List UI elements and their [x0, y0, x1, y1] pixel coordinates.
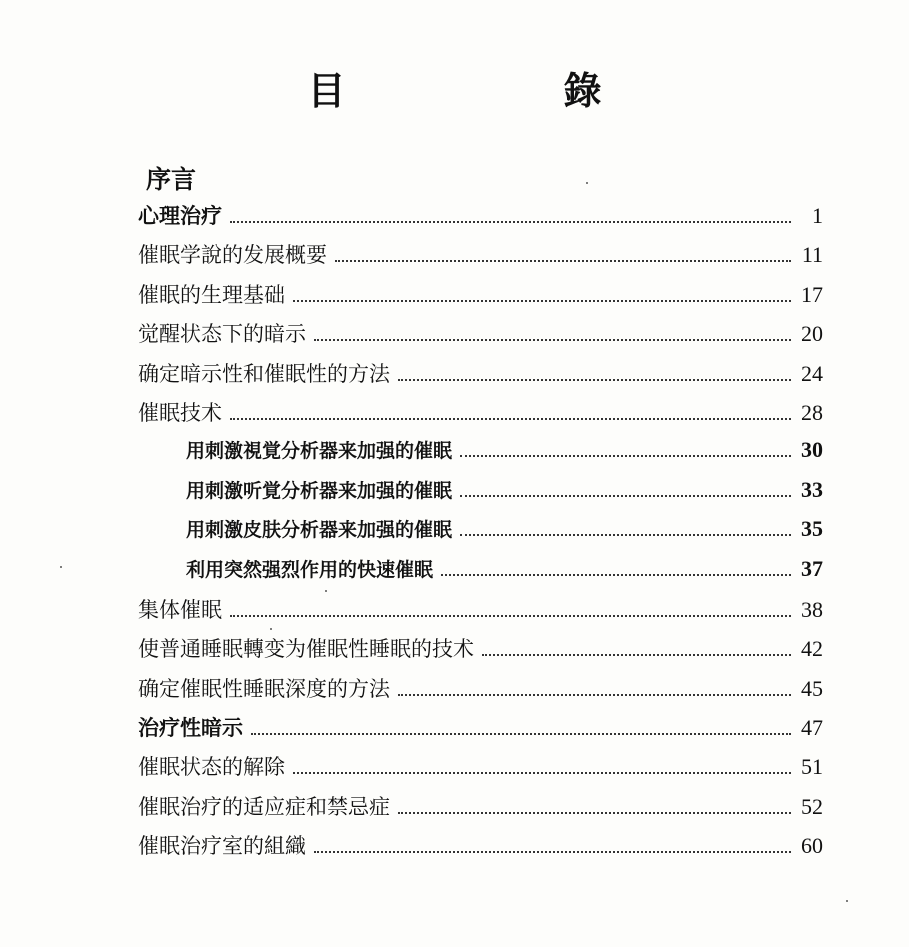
- toc-entry: [138, 633, 823, 672]
- toc-page-number: 45: [801, 675, 823, 701]
- toc-entry-title: 催眠状态的解除: [138, 755, 285, 780]
- toc-entry: [138, 712, 823, 751]
- scan-speck: [325, 590, 327, 592]
- dot-leader: [230, 221, 791, 223]
- dot-leader: [398, 379, 791, 381]
- toc-subentry-title: 利用突然强烈作用的快速催眠: [186, 558, 434, 581]
- toc-entry-title: 催眠的生理基础: [138, 282, 285, 307]
- toc-subentry-title: 用刺激視覚分析器来加强的催眠: [186, 440, 453, 463]
- toc-page-number: 47: [801, 715, 823, 741]
- toc-entry-title: 使普通睡眠轉变为催眠性睡眠的技术: [138, 637, 474, 662]
- toc-entry: [138, 279, 823, 318]
- toc-entry-title: 催眠学說的发展概要: [138, 243, 327, 268]
- toc-entry: [138, 830, 823, 869]
- toc-subentry: [138, 476, 823, 515]
- toc-entry: [138, 791, 823, 830]
- toc-entry-title: 心理治疗: [138, 203, 222, 228]
- toc-page-number: 60: [801, 833, 823, 859]
- toc-page-number: 20: [801, 321, 823, 347]
- toc-page-number: 35: [801, 516, 823, 542]
- toc-entry-title: 催眠技术: [138, 400, 222, 425]
- scan-speck: [270, 628, 272, 630]
- dot-leader: [398, 694, 791, 696]
- dot-leader: [460, 455, 791, 457]
- toc-entry: [138, 200, 823, 239]
- toc-entry-title: 确定暗示性和催眠性的方法: [138, 361, 390, 386]
- dot-leader: [293, 300, 791, 302]
- dot-leader: [335, 260, 791, 262]
- dot-leader: [314, 339, 791, 341]
- dot-leader: [441, 574, 791, 576]
- toc-subentry: [138, 515, 823, 554]
- dot-leader: [482, 654, 791, 656]
- toc-entry: [138, 751, 823, 790]
- toc-page-number: 24: [801, 360, 823, 386]
- toc-entry-title: 集体催眠: [138, 597, 222, 622]
- dot-leader: [293, 772, 791, 774]
- toc-entry-title: 催眠治疗室的組織: [138, 834, 306, 859]
- dot-leader: [230, 418, 791, 420]
- toc-page-number: 28: [801, 399, 823, 425]
- toc-entry-title: 治疗性暗示: [138, 715, 243, 741]
- toc-page-number: 38: [801, 596, 823, 622]
- toc-entry: [138, 239, 823, 278]
- toc-entry: [138, 397, 823, 436]
- preface-heading: 序言: [146, 165, 197, 194]
- toc-subentry-title: 用刺激皮肤分析器来加强的催眠: [186, 519, 453, 542]
- scan-speck: [846, 900, 848, 902]
- page-title: 目 錄: [307, 68, 692, 113]
- dot-leader: [460, 495, 791, 497]
- toc-entry-title: 催眠治疗的适应症和禁忌症: [138, 794, 390, 819]
- toc-entry: [138, 594, 823, 633]
- table-of-contents: [138, 200, 823, 870]
- toc-entry-title: 确定催眠性睡眠深度的方法: [138, 676, 390, 701]
- dot-leader: [230, 615, 791, 617]
- toc-page-number: 37: [801, 555, 823, 581]
- dot-leader: [460, 534, 791, 536]
- toc-page-number: 11: [801, 242, 823, 268]
- toc-subentry-title: 用刺激听覚分析器来加强的催眠: [186, 479, 453, 502]
- scan-speck: [586, 182, 588, 184]
- toc-page-number: 17: [801, 281, 823, 307]
- toc-entry: [138, 358, 823, 397]
- toc-page-number: 51: [801, 754, 823, 780]
- toc-page-number: 33: [801, 476, 823, 502]
- toc-entry-title: 觉醒状态下的暗示: [138, 322, 306, 347]
- dot-leader: [398, 812, 791, 814]
- toc-page-number: 52: [801, 793, 823, 819]
- toc-entry: [138, 318, 823, 357]
- toc-subentry: [138, 555, 823, 594]
- dot-leader: [314, 851, 791, 853]
- toc-subentry: [138, 436, 823, 475]
- toc-page-number: 42: [801, 636, 823, 662]
- toc-entry: [138, 673, 823, 712]
- scan-speck: [60, 566, 62, 568]
- toc-page-number: 30: [801, 437, 823, 463]
- toc-page-number: 1: [812, 203, 823, 228]
- dot-leader: [251, 733, 791, 735]
